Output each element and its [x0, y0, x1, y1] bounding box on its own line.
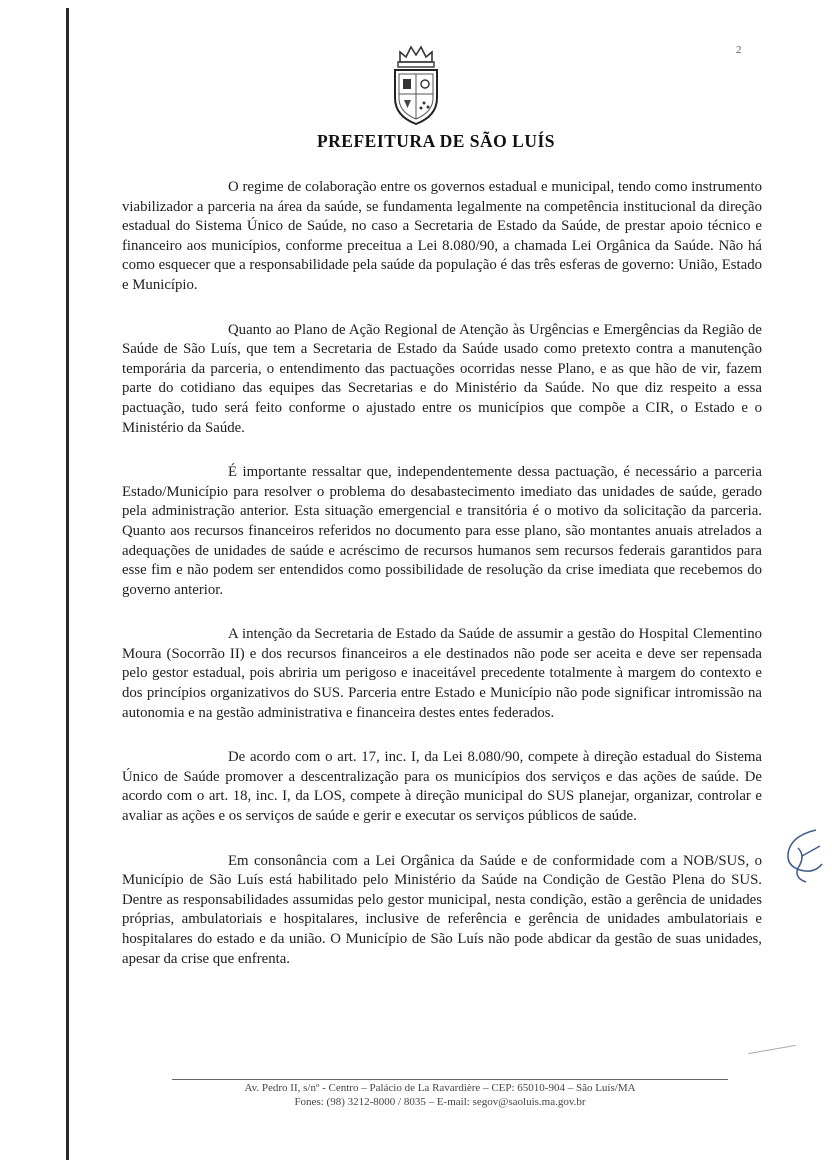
paragraph: Em consonância com a Lei Orgânica da Saúde e de conformidade com a NOB/SUS, o Município de São Luís está habilitado pelo Ministério da Saúde na Condição de Gestão Plena do SUS. Dentre as responsabilidades assumidas pelo gestor municipal, nesta condição, estão a gerência de unidades próprias, ambulatoriais e hospitalares, inclusive de referência e gerência de unidades ambulatoriais e hospitalares do estado e da união. O Município de São Luís não pode abdicar da gestão de suas unidades, apesar da crise que enfrenta. — [122, 852, 762, 967]
paragraph: Quanto ao Plano de Ação Regional de Atenção às Urgências e Emergências da Região de Saúde de São Luís, que tem a Secretaria de Estado da Saúde usado como pretexto contra a manutenção temporária da parceria, o entendimento das pactuações ocorridas nesse Plano, e as que hão de vir, fazem parte do cotidiano das equipes das Secretarias e do Ministério da Saúde. No que diz respeito a essa pactuação, tudo será feito conforme o ajustado entre os municípios que compõe a CIR, o Estado e o Ministério da Saúde. — [122, 321, 762, 436]
signature-initials-icon — [776, 826, 828, 886]
header-title: PREFEITURA DE SÃO LUÍS — [316, 131, 556, 151]
pen-stroke-mark — [748, 1045, 795, 1054]
page-number: 2 — [736, 44, 742, 56]
footer-divider — [172, 1079, 728, 1080]
paragraph: O regime de colaboração entre os governos estadual e municipal, tendo como instrumento viabilizador a parceria na área da saúde, se fundamenta legalmente na competência institucional da direção estadual do Sistema Único de Saúde, no caso a Secretaria de Estado da Saúde, de prestar apoio técnico e financeiro aos municípios, conforme preceitua a Lei 8.080/90, a chamada Lei Orgânica da Saúde. Não há como esquecer que a responsabilidade pela saúde da população é das três esferas de governo: União, Estado e Município. — [122, 179, 762, 293]
left-margin-rule — [66, 8, 69, 1160]
document-body — [122, 178, 762, 994]
paragraph: É importante ressaltar que, independentemente dessa pactuação, é necessário a parceria Estado/Município para resolver o problema do desabastecimento imediato das unidades de saúde, gerado pela administração anterior. Esta situação emergencial e transitória é o motivo da solicitação da parceria. Quanto aos recursos financeiros referidos no documento para esse plano, são montantes anuais atrelados a adequações de unidades de saúde e acréscimo de recursos humanos sem recursos federais garantidos para esse fim e não podem ser entendidos como possibilidade de resolução da crise imediata que recebemos do governo anterior. — [122, 464, 762, 598]
paragraph: De acordo com o art. 17, inc. I, da Lei 8.080/90, compete à direção estadual do Sistema Único de Saúde promover a descentralização para os municípios dos serviços e das ações de saúde. De acordo com o art. 18, inc. I, da LOS, compete à direção municipal do SUS planejar, organizar, controlar e avaliar as ações e os serviços de saúde e gerir e executar os serviços públicos de saúde. — [122, 749, 762, 825]
footer — [140, 1081, 740, 1109]
footer-contact: Fones: (98) 3212-8000 / 8035 – E-mail: segov@saoluis.ma.gov.br — [294, 1096, 586, 1108]
footer-address: Av. Pedro II, s/nº - Centro – Palácio de La Ravardière – CEP: 65010-904 – São Luís/MA — [244, 1082, 636, 1094]
coat-of-arms-icon — [386, 42, 446, 128]
paragraph: A intenção da Secretaria de Estado da Saúde de assumir a gestão do Hospital Clementino Moura (Socorrão II) e dos recursos financeiros a ele destinados não pode ser aceita e deve ser repensada pelo gestor estadual, pois abriria um perigoso e inaceitável precedente totalmente à margem do contexto e dos princípios organizativos do SUS. Parceria entre Estado e Município não pode significar intromissão na autonomia e na gestão administrativa e financeira destes entes federados. — [122, 626, 762, 721]
